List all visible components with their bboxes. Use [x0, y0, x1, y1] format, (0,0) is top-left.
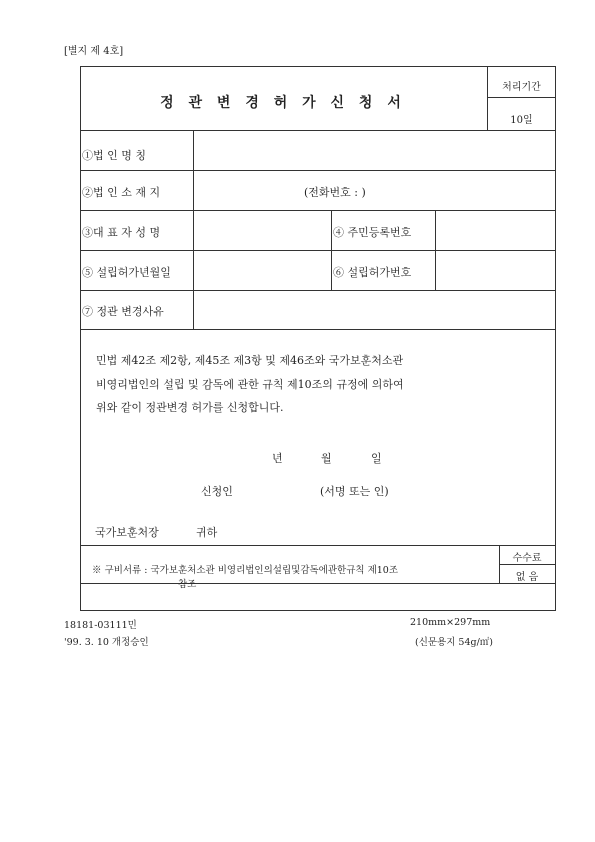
processing-period-value: 10일	[510, 115, 533, 126]
date-year-label: 년	[272, 452, 283, 465]
row-divider	[499, 564, 555, 565]
row-divider	[487, 97, 555, 98]
applicant-label: 신청인	[201, 485, 233, 498]
body-text-line-2: 비영리법인의 설립 및 감독에 관한 규칙 제10조의 규정에 의하여	[96, 378, 404, 391]
column-divider	[331, 210, 332, 290]
processing-period-label: 처리기간	[502, 82, 541, 93]
row-divider	[81, 583, 555, 584]
date-month-label: 월	[321, 452, 332, 465]
required-documents-line-2: 참조	[178, 579, 197, 590]
required-documents-line-1: ※ 구비서류 : 국가보훈처소관 비영리법인의설립및감독에관한규칙 제10조	[92, 565, 399, 576]
rep-name-field[interactable]	[195, 211, 329, 249]
corp-address-field[interactable]	[195, 171, 555, 209]
addressee-honorific: 귀하	[196, 526, 218, 539]
column-divider	[193, 130, 194, 329]
body-text-line-3: 위와 같이 정관변경 허가를 신청합니다.	[96, 401, 284, 414]
form-title: 정 관 변 경 허 가 신 청 서	[160, 95, 406, 111]
signature-hint: (서명 또는 인)	[320, 485, 389, 498]
addressee-agency: 국가보훈처장	[95, 526, 159, 539]
approval-date: '99. 3. 10 개정승인	[64, 637, 149, 648]
body-text-line-1: 민법 제42조 제2항, 제45조 제3항 및 제46조와 국가보훈처소관	[96, 354, 404, 367]
paper-size: 210mm×297mm	[410, 617, 491, 628]
row-divider	[81, 545, 555, 546]
phone-hint: (전화번호 : )	[304, 186, 366, 199]
form-code: 18181-03111민	[64, 620, 137, 631]
corp-address-label: ②법 인 소 재 지	[82, 186, 161, 199]
change-reason-label: ⑦ 정관 변경사유	[82, 305, 164, 318]
fee-value: 없 음	[515, 572, 539, 583]
corp-name-field[interactable]	[195, 131, 555, 169]
rep-name-label: ③대 표 자 성 명	[82, 226, 161, 239]
form-number: [별지 제 4호]	[64, 46, 124, 57]
permit-number-label: ⑥ 설립허가번호	[333, 266, 412, 279]
resident-number-label: ④ 주민등록번호	[333, 226, 412, 239]
change-reason-field[interactable]	[195, 291, 555, 328]
column-divider	[435, 210, 436, 290]
paper-type: (신문용지 54g/㎡)	[415, 637, 494, 648]
permit-date-field[interactable]	[195, 251, 329, 289]
date-day-label: 일	[371, 452, 382, 465]
permit-number-field[interactable]	[437, 251, 555, 289]
corp-name-label: ①법 인 명 칭	[82, 149, 146, 162]
row-divider	[81, 329, 555, 330]
fee-label: 수수료	[512, 553, 542, 564]
permit-date-label: ⑤ 설립허가년월일	[82, 266, 171, 279]
resident-number-field[interactable]	[437, 211, 555, 249]
